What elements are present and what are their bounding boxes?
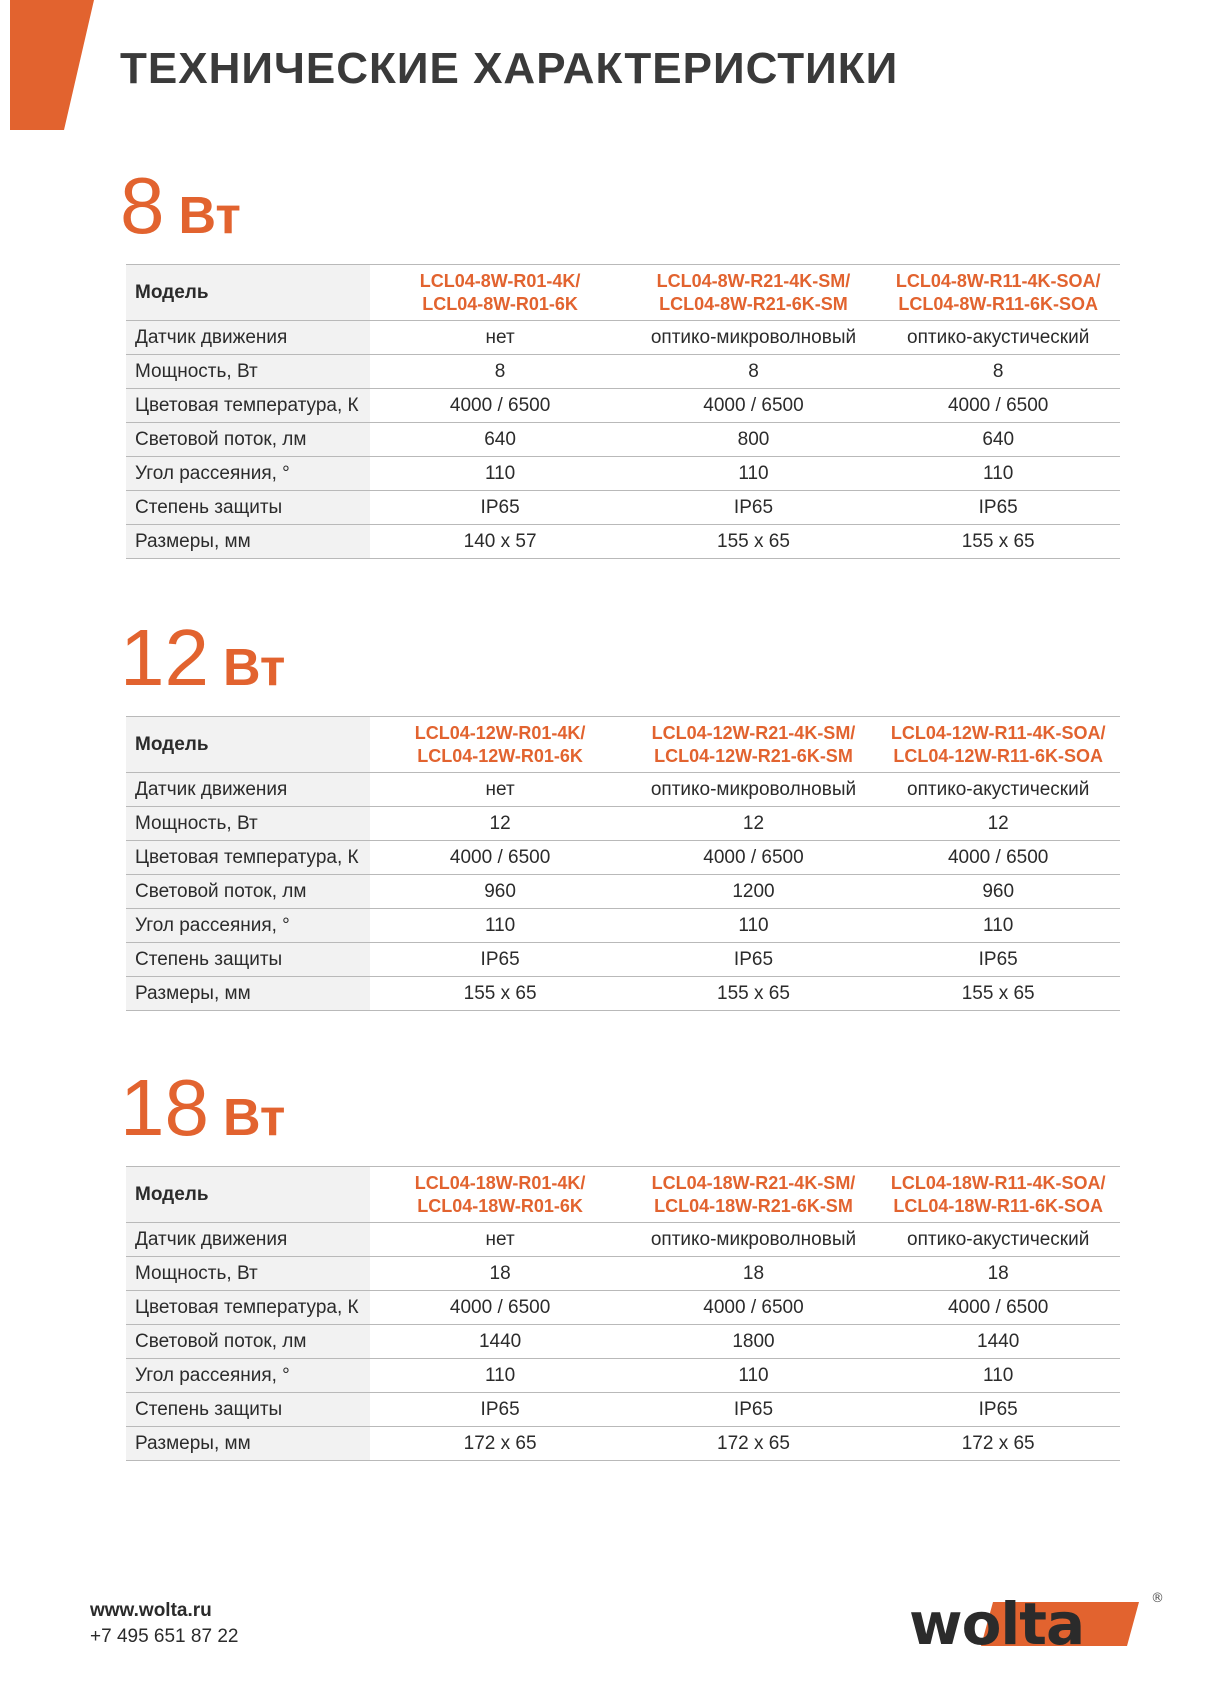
table-cell: 640 bbox=[370, 423, 631, 457]
row-label-angle: Угол рассеяния, ° bbox=[126, 457, 370, 491]
row-label-color-temp: Цветовая температура, К bbox=[126, 389, 370, 423]
page-title: ТЕХНИЧЕСКИЕ ХАРАКТЕРИСТИКИ bbox=[120, 44, 899, 93]
table-cell: оптико-микроволновый bbox=[631, 321, 877, 355]
model-cell: LCL04-12W-R21-4K-SM/ LCL04-12W-R21-6K-SM bbox=[631, 717, 877, 773]
table-row bbox=[126, 841, 1120, 875]
row-label-angle: Угол рассеяния, ° bbox=[126, 1359, 370, 1393]
table-cell: 4000 / 6500 bbox=[631, 389, 877, 423]
table-cell: 155 x 65 bbox=[631, 977, 877, 1011]
table-cell: 140 x 57 bbox=[370, 525, 631, 559]
table-cell: 12 bbox=[876, 807, 1120, 841]
table-row bbox=[126, 423, 1120, 457]
model-cell: LCL04-18W-R01-4K/ LCL04-18W-R01-6K bbox=[370, 1167, 631, 1223]
row-label-size: Размеры, мм bbox=[126, 977, 370, 1011]
table-cell: 4000 / 6500 bbox=[631, 841, 877, 875]
table-cell: IP65 bbox=[370, 1393, 631, 1427]
table-cell: 110 bbox=[876, 909, 1120, 943]
table-row bbox=[126, 321, 1120, 355]
table-cell: 110 bbox=[876, 457, 1120, 491]
table-cell: оптико-микроволновый bbox=[631, 1223, 877, 1257]
row-label-color-temp: Цветовая температура, К bbox=[126, 841, 370, 875]
row-label-model: Модель bbox=[126, 717, 370, 773]
table-row bbox=[126, 875, 1120, 909]
table-row bbox=[126, 909, 1120, 943]
table-cell: 4000 / 6500 bbox=[876, 389, 1120, 423]
table-cell: IP65 bbox=[370, 943, 631, 977]
table-row bbox=[126, 525, 1120, 559]
registered-mark: ® bbox=[1151, 1591, 1164, 1606]
model-cell: LCL04-12W-R11-4K-SOA/ LCL04-12W-R11-6K-SOA bbox=[876, 717, 1120, 773]
table-cell: 1200 bbox=[631, 875, 877, 909]
model-cell: LCL04-18W-R11-4K-SOA/ LCL04-18W-R11-6K-SOA bbox=[876, 1167, 1120, 1223]
table-cell: 155 x 65 bbox=[876, 525, 1120, 559]
wolta-logo bbox=[905, 1588, 1167, 1654]
model-cell: LCL04-8W-R21-4K-SM/ LCL04-8W-R21-6K-SM bbox=[631, 265, 877, 321]
table-cell: IP65 bbox=[876, 1393, 1120, 1427]
table-row bbox=[126, 943, 1120, 977]
table-cell: 8 bbox=[370, 355, 631, 389]
table-cell: 8 bbox=[876, 355, 1120, 389]
row-label-power: Мощность, Вт bbox=[126, 807, 370, 841]
table-row bbox=[126, 389, 1120, 423]
table-cell: 640 bbox=[876, 423, 1120, 457]
section-power-unit: Вт bbox=[222, 1089, 286, 1147]
table-cell: IP65 bbox=[631, 943, 877, 977]
table-cell: 4000 / 6500 bbox=[876, 1291, 1120, 1325]
table-row bbox=[126, 717, 1120, 773]
section-heading-8w bbox=[120, 161, 241, 250]
row-label-protection: Степень защиты bbox=[126, 943, 370, 977]
table-cell: 18 bbox=[876, 1257, 1120, 1291]
table-cell: оптико-акустический bbox=[876, 773, 1120, 807]
table-cell: 960 bbox=[876, 875, 1120, 909]
row-label-size: Размеры, мм bbox=[126, 525, 370, 559]
spec-table-12w bbox=[126, 716, 1120, 1011]
table-row bbox=[126, 1427, 1120, 1461]
row-label-sensor: Датчик движения bbox=[126, 321, 370, 355]
section-power-number: 8 bbox=[120, 161, 165, 250]
section-power-number: 12 bbox=[120, 613, 209, 702]
table-cell: нет bbox=[370, 773, 631, 807]
table-row bbox=[126, 457, 1120, 491]
table-cell: 110 bbox=[370, 909, 631, 943]
table-cell: IP65 bbox=[631, 1393, 877, 1427]
model-cell: LCL04-8W-R01-4K/ LCL04-8W-R01-6K bbox=[370, 265, 631, 321]
table-cell: 110 bbox=[370, 457, 631, 491]
table-cell: IP65 bbox=[631, 491, 877, 525]
row-label-flux: Световой поток, лм bbox=[126, 1325, 370, 1359]
row-label-size: Размеры, мм bbox=[126, 1427, 370, 1461]
table-row bbox=[126, 355, 1120, 389]
table-cell: оптико-акустический bbox=[876, 1223, 1120, 1257]
table-cell: нет bbox=[370, 1223, 631, 1257]
table-cell: 4000 / 6500 bbox=[370, 1291, 631, 1325]
table-row bbox=[126, 773, 1120, 807]
table-row bbox=[126, 1359, 1120, 1393]
row-label-protection: Степень защиты bbox=[126, 1393, 370, 1427]
table-row bbox=[126, 1257, 1120, 1291]
table-row bbox=[126, 491, 1120, 525]
table-cell: 18 bbox=[370, 1257, 631, 1291]
row-label-model: Модель bbox=[126, 1167, 370, 1223]
row-label-sensor: Датчик движения bbox=[126, 1223, 370, 1257]
table-cell: 172 x 65 bbox=[631, 1427, 877, 1461]
table-cell: 155 x 65 bbox=[876, 977, 1120, 1011]
footer-phone: +7 495 651 87 22 bbox=[90, 1626, 239, 1647]
table-row bbox=[126, 1393, 1120, 1427]
table-cell: оптико-акустический bbox=[876, 321, 1120, 355]
accent-bar bbox=[0, 0, 94, 130]
table-cell: 110 bbox=[876, 1359, 1120, 1393]
table-cell: 18 bbox=[631, 1257, 877, 1291]
table-cell: оптико-микроволновый bbox=[631, 773, 877, 807]
table-cell: 8 bbox=[631, 355, 877, 389]
table-cell: 4000 / 6500 bbox=[631, 1291, 877, 1325]
table-cell: 800 bbox=[631, 423, 877, 457]
model-cell: LCL04-18W-R21-4K-SM/ LCL04-18W-R21-6K-SM bbox=[631, 1167, 877, 1223]
table-cell: нет bbox=[370, 321, 631, 355]
table-cell: IP65 bbox=[876, 491, 1120, 525]
row-label-color-temp: Цветовая температура, К bbox=[126, 1291, 370, 1325]
logo-letter-w: wolta bbox=[909, 1590, 1085, 1654]
spec-table-18w bbox=[126, 1166, 1120, 1461]
table-cell: 110 bbox=[631, 457, 877, 491]
table-cell: 155 x 65 bbox=[370, 977, 631, 1011]
table-cell: 110 bbox=[631, 1359, 877, 1393]
table-cell: 1440 bbox=[370, 1325, 631, 1359]
row-label-model: Модель bbox=[126, 265, 370, 321]
table-cell: 172 x 65 bbox=[370, 1427, 631, 1461]
table-cell: IP65 bbox=[370, 491, 631, 525]
table-cell: IP65 bbox=[876, 943, 1120, 977]
section-power-unit: Вт bbox=[222, 639, 286, 697]
row-label-flux: Световой поток, лм bbox=[126, 423, 370, 457]
model-cell: LCL04-12W-R01-4K/ LCL04-12W-R01-6K bbox=[370, 717, 631, 773]
table-cell: 4000 / 6500 bbox=[876, 841, 1120, 875]
table-cell: 4000 / 6500 bbox=[370, 389, 631, 423]
row-label-flux: Световой поток, лм bbox=[126, 875, 370, 909]
table-cell: 110 bbox=[631, 909, 877, 943]
model-cell: LCL04-8W-R11-4K-SOA/ LCL04-8W-R11-6K-SOA bbox=[876, 265, 1120, 321]
section-heading-18w bbox=[120, 1063, 286, 1152]
section-power-unit: Вт bbox=[178, 187, 241, 245]
row-label-power: Мощность, Вт bbox=[126, 1257, 370, 1291]
row-label-sensor: Датчик движения bbox=[126, 773, 370, 807]
spec-table-8w bbox=[126, 264, 1120, 559]
row-label-angle: Угол рассеяния, ° bbox=[126, 909, 370, 943]
table-cell: 12 bbox=[631, 807, 877, 841]
section-power-number: 18 bbox=[120, 1063, 209, 1152]
table-cell: 155 x 65 bbox=[631, 525, 877, 559]
table-cell: 172 x 65 bbox=[876, 1427, 1120, 1461]
table-row bbox=[126, 1223, 1120, 1257]
table-cell: 960 bbox=[370, 875, 631, 909]
table-row bbox=[126, 1291, 1120, 1325]
table-cell: 12 bbox=[370, 807, 631, 841]
row-label-protection: Степень защиты bbox=[126, 491, 370, 525]
table-cell: 110 bbox=[370, 1359, 631, 1393]
table-row bbox=[126, 807, 1120, 841]
table-cell: 1800 bbox=[631, 1325, 877, 1359]
section-heading-12w bbox=[120, 613, 286, 702]
table-row bbox=[126, 1325, 1120, 1359]
row-label-power: Мощность, Вт bbox=[126, 355, 370, 389]
table-row bbox=[126, 977, 1120, 1011]
table-cell: 1440 bbox=[876, 1325, 1120, 1359]
footer-website[interactable]: www.wolta.ru bbox=[90, 1600, 212, 1621]
table-row bbox=[126, 1167, 1120, 1223]
table-cell: 4000 / 6500 bbox=[370, 841, 631, 875]
table-row bbox=[126, 265, 1120, 321]
